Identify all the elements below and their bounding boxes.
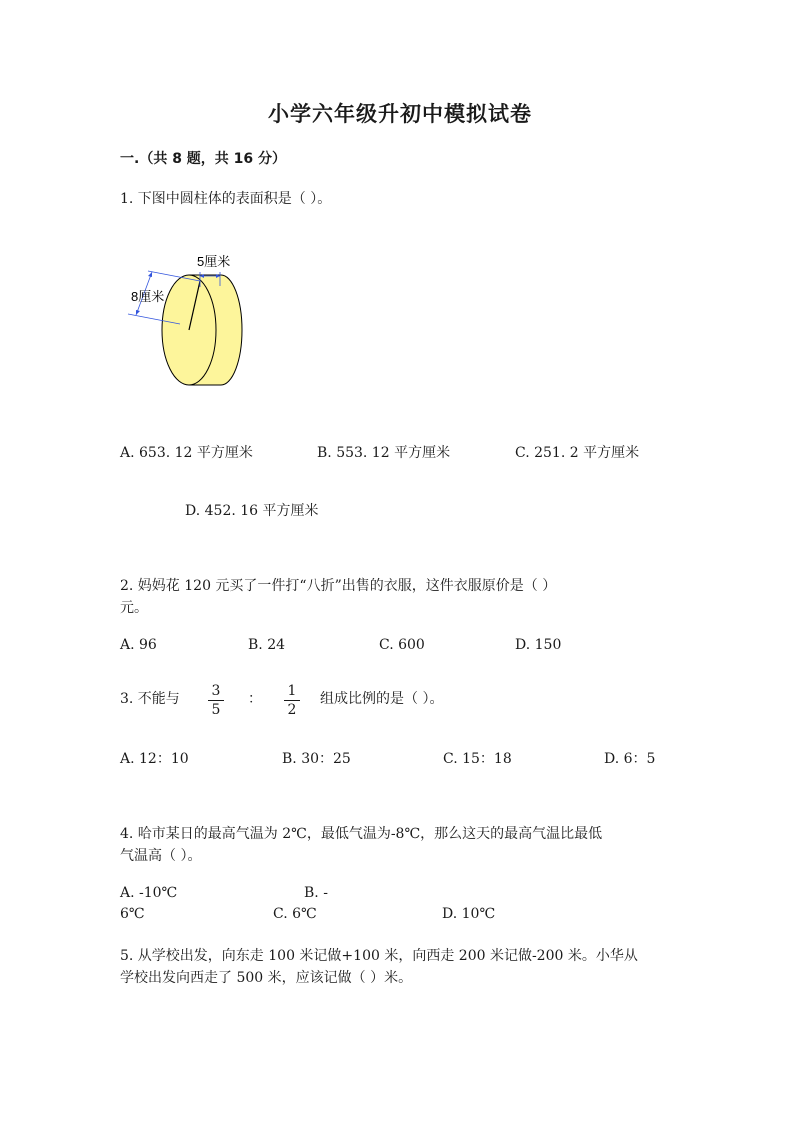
fraction-1-denominator: 5 (211, 702, 221, 718)
ratio-colon: ： (248, 691, 262, 707)
fraction-one-half (284, 683, 300, 718)
question-3-prefix: 3. 不能与 (120, 691, 180, 707)
q4-option-c: C. 6℃ (273, 906, 317, 922)
q1-option-a: A. 653. 12 平方厘米 (120, 445, 253, 461)
q4-option-d: D. 10℃ (442, 906, 496, 922)
fraction-1-numerator: 3 (211, 683, 221, 699)
question-1-text: 1. 下图中圆柱体的表面积是（ ）。 (120, 191, 332, 207)
q2-option-c: C. 600 (379, 637, 425, 653)
q3-option-b: B. 30：25 (282, 751, 351, 767)
question-3-suffix: 组成比例的是（ ）。 (320, 691, 444, 707)
q3-option-a: A. 12：10 (120, 751, 189, 767)
page-title: 小学六年级升初中模拟试卷 (268, 102, 532, 126)
q1-option-d: D. 452. 16 平方厘米 (185, 503, 319, 519)
radius-label: 5厘米 (197, 254, 231, 269)
question-4-line-2: 气温高（ ）。 (120, 848, 202, 864)
fraction-2-denominator: 2 (287, 702, 297, 718)
cylinder-figure (120, 245, 260, 400)
q2-option-b: B. 24 (248, 637, 286, 653)
q2-option-a: A. 96 (120, 637, 157, 653)
q2-option-d: D. 150 (515, 637, 562, 653)
fraction-three-fifths (208, 683, 224, 718)
question-2-line-2: 元。 (120, 600, 148, 616)
q3-option-d: D. 6：5 (604, 751, 656, 767)
q4-option-b-part-1: B. - (304, 885, 328, 901)
q3-option-c: C. 15：18 (443, 751, 512, 767)
question-2-line-1: 2. 妈妈花 120 元买了一件打“八折”出售的衣服，这件衣服原价是（ ） (120, 578, 557, 594)
question-5-line-2: 学校出发向西走了 500 米，应该记做（ ）米。 (120, 970, 413, 986)
question-4-line-1: 4. 哈市某日的最高气温为 2℃，最低气温为-8℃，那么这天的最高气温比最低 (120, 826, 603, 842)
fraction-2-numerator: 1 (287, 683, 297, 699)
q4-option-b-part-2: 6℃ (120, 906, 145, 922)
height-label: 8厘米 (131, 289, 165, 304)
q1-option-c: C. 251. 2 平方厘米 (515, 445, 640, 461)
q1-option-b: B. 553. 12 平方厘米 (317, 445, 451, 461)
q4-option-a: A. -10℃ (120, 885, 178, 901)
section-heading: 一.（共 8 题，共 16 分） (120, 151, 287, 167)
question-5-line-1: 5. 从学校出发，向东走 100 米记做+100 米，向西走 200 米记做-200 米。小华从 (120, 948, 638, 964)
